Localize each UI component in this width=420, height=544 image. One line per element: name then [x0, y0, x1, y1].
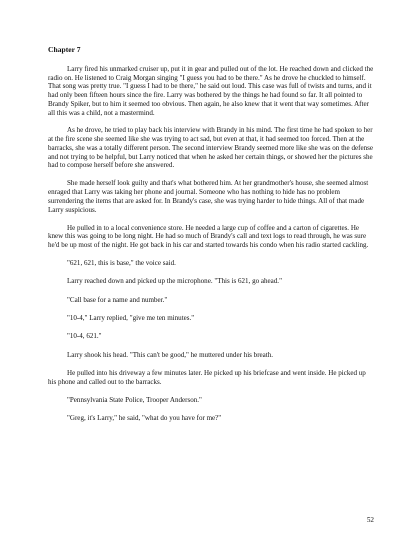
paragraph-1: Larry fired his unmarked cruiser up, put it in gear and pulled out of the lot. He reached down and clicked the radio on. He listened to Craig Morgan singing "I guess you had to be there." As he drove he chuckled to himself. That song was pretty true. "I guess I had to be there," he said out loud. This case was full of twists and turns, and it had only been fifteen hours since the fire. Larry was bothered by the things he had found so far. It all pointed to Brandy Spiker, but to him it seemed too obvious. Then again, he also knew that it went that way sometimes. After all this was a child, not a mastermind.	[48, 64, 374, 117]
paragraph-3: She made herself look guilty and that's what bothered him. At her grandmother's house, she seemed almost enraged that Larry was taking her phone and journal. Someone who has nothing to hide has no problem surrendering the items that are asked for. In Brandy's case, she was trying harder to hide things. All of that made Larry suspicious.	[48, 179, 369, 214]
paragraph-6: Larry reached down and picked up the microphone. "This is 621, go ahead."	[67, 277, 282, 286]
paragraph-13: "Greg, it's Larry," he said, "what do you have for me?"	[67, 414, 222, 423]
paragraph-5: "621, 621, this is base," the voice said.	[67, 259, 176, 267]
paragraph-11: He pulled into his driveway a few minutes later. He picked up his briefcase and went inside. He picked up his phone and called out to the barracks.	[48, 369, 366, 386]
paragraph-12: "Pennsylvania State Police, Trooper Anderson."	[67, 395, 202, 404]
chapter-title: Chapter 7	[48, 45, 81, 54]
paragraph-9: "10-4, 621."	[67, 332, 102, 341]
paragraph-8: "10-4," Larry replied, "give me ten minutes."	[67, 314, 195, 323]
paragraph-10: Larry shook his head. "This can't be good," he muttered under his breath.	[67, 350, 274, 359]
paragraph-2: As he drove, he tried to play back his interview with Brandy in his mind. The first time he had spoken to her at the fire scene she seemed like she was trying to act sad, but even at that, it had seemed too forced. Then at the barracks, she was a totally different person. The second interview Brandy seemed more like she was on the defense and not trying to be helpful, but Larry noticed that when he asked her certain things, or showed her the pictures she had to compose herself before she answered.	[48, 126, 373, 170]
paragraph-7: "Call base for a name and number."	[67, 295, 168, 304]
paragraph-4: He pulled in to a local convenience store. He needed a large cup of coffee and a carton of cigarettes. He knew this was going to be long night. He had so much of Brandy's call and text logs to read through, he was sure he'd be up most of the night. He got back in his car and started towards his condo when his radio started cackling.	[48, 223, 369, 250]
page-number: 52	[366, 516, 374, 524]
document-page	[48, 46, 374, 432]
